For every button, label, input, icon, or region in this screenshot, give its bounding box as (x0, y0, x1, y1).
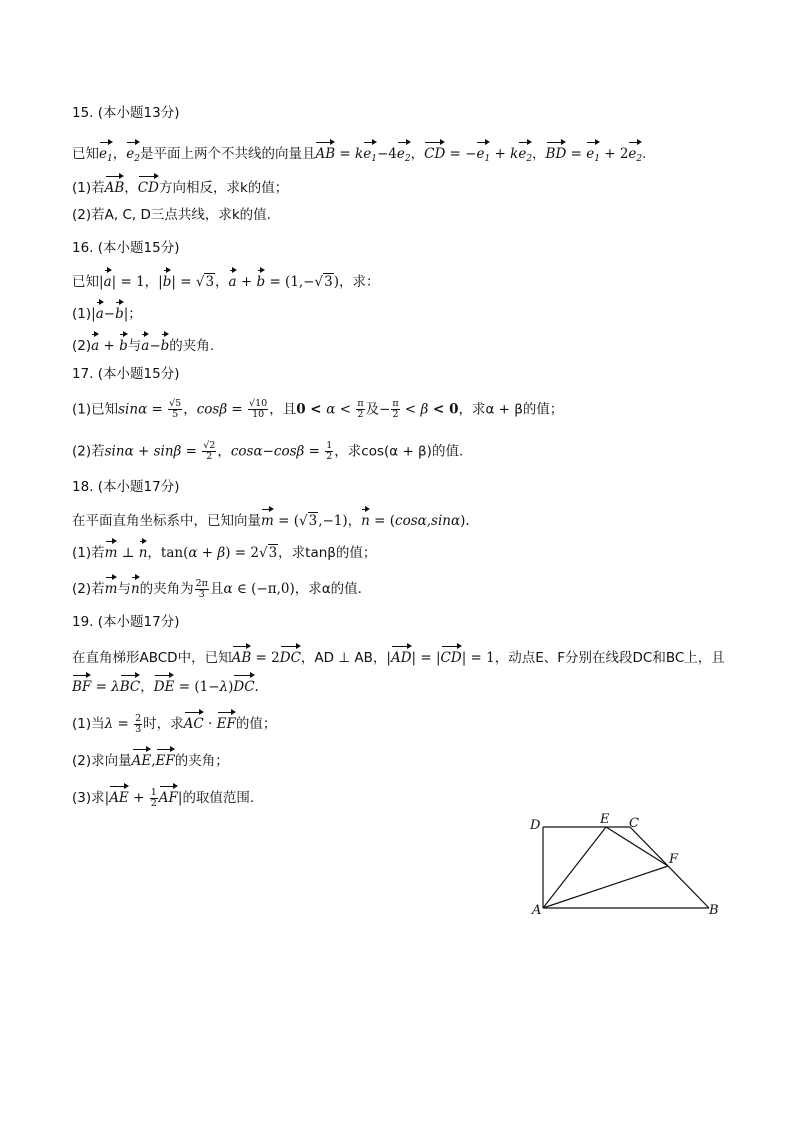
q19-part3: (3)求|AE + $\frac{1}{2}$ AF|的取值范围. (72, 784, 254, 809)
q18-header-text: 18. (本小题17分) (72, 479, 180, 495)
trapezoid-figure (520, 810, 730, 920)
q19-stem-suffix: ，动点E、F分别在线段DC和BC上，且 (494, 650, 725, 666)
q19-part1-suffix: 的值； (235, 716, 277, 732)
q17-part2: (2)若sinα + sinβ = $\frac{√2}{2}$ ，cosα−cosβ = $\frac{1}{2}$ ，求cos(α + β)的值. (72, 440, 464, 462)
q19-part3-suffix: 的取值范围. (182, 790, 255, 806)
q16-part2-mid: 与 (127, 338, 142, 354)
q19-part3-prefix: (3)求 (72, 790, 105, 806)
q15-stem-text-b: 是平面上两个不共线的向量且 (139, 146, 316, 162)
label-b: B (709, 903, 719, 918)
q18-part2-prefix: (2)若 (72, 581, 105, 597)
q16-part2: (2)a + b与a−b的夹角. (72, 332, 214, 356)
label-c: C (629, 816, 639, 831)
q18-part2-mid: 与 (117, 581, 131, 597)
q17-part1-suffix: ，求α + β的值； (458, 401, 564, 418)
q19-part1-prefix: (1)当 (72, 716, 105, 732)
q15-part1-prefix: (1)若 (72, 180, 105, 196)
q16-stem: 已知|a| = 1，|b| = √3，a + b = (1,−√3)，求： (72, 268, 380, 292)
q18-part1-prefix: (1)若 (72, 545, 105, 561)
q17-part1: (1)已知sinα = $\frac{√5}{5}$ ，cosβ = $\frac{√10}{10}$ ，且0 < α < $\frac{\pi}{2}$ 及− $\frac{\pi}{2}$ < β < 0，求α + β的值； (72, 398, 564, 420)
q15-part2-text: (2)若A, C, D三点共线，求k的值. (72, 207, 271, 223)
q18-stem: 在平面直角坐标系中，已知向量m = (√3,−1)，n = (cosα,sinα). (72, 507, 470, 531)
q16-header-text: 16. (本小题15分) (72, 240, 180, 256)
segment-ef (606, 827, 668, 866)
q19-stem-line1: 在直角梯形ABCD中，已知AB = 2DC，AD ⊥ AB，|AD| = |CD| = 1，动点E、F分别在线段DC和BC上，且 (72, 644, 725, 668)
segment-cb (630, 827, 709, 908)
q18-part1: (1)若m ⊥ n，tan(α + β) = 2√3，求tanβ的值； (72, 539, 376, 563)
q15-part1-suffix: 方向相反，求k的值； (158, 180, 289, 196)
q17-part2-prefix: (2)若 (72, 443, 105, 460)
q15-stem: 已知$e_1$，$e_2$是平面上两个不共线的向量且AB = $ke_1-4e_2$，CD = $-e_1 + ke_2$，BD = $e_1 + 2e_2$. (72, 140, 646, 169)
q19-header (72, 612, 179, 632)
q15-header (72, 103, 179, 123)
q17-header-text: 17. (本小题15分) (72, 366, 180, 382)
q16-part1: (1)|a−b|； (72, 300, 142, 324)
q18-part2-and: 且 (209, 581, 224, 597)
q18-part2-mid2: 的夹角为 (139, 581, 194, 597)
q19-stem-line2: BF = λBC，DE = (1−λ)DC. (72, 673, 259, 697)
q17-part1-ji: 及 (365, 401, 380, 418)
q19-stem-mid: ，AD ⊥ AB， (300, 650, 387, 666)
q18-part2: (2)若m与n的夹角为 $\frac{2\pi}{3}$ 且α ∈ (−π,0)，求α的值. (72, 575, 362, 600)
q17-part2-suffix: ，求cos(α + β)的值. (334, 443, 464, 460)
q19-part1: (1)当λ = $\frac{2}{3}$ 时，求AC · EF的值； (72, 710, 276, 735)
q19-part2-text: (2)求向量 (72, 753, 132, 769)
q15-header-text: 15. (本小题13分) (72, 105, 180, 121)
q18-header (72, 477, 179, 497)
segment-ae (543, 827, 606, 908)
q17-header (72, 364, 179, 384)
q16-part2-suffix: 的夹角. (169, 338, 215, 354)
q18-part2-suffix: ，求α的值. (294, 581, 362, 597)
label-e: E (600, 812, 610, 827)
label-d: D (530, 818, 541, 833)
q19-part1-mid: 时，求 (143, 716, 184, 732)
label-f: F (669, 852, 679, 867)
q19-stem-prefix: 在直角梯形ABCD中，已知 (72, 650, 232, 666)
q16-header (72, 238, 179, 258)
q19-part2-suffix: 的夹角； (174, 753, 229, 769)
q15-part2 (72, 205, 271, 225)
q16-stem-suffix: ，求： (339, 274, 380, 290)
q18-part1-suffix: ，求tanβ的值； (278, 545, 377, 561)
q19-part2: (2)求向量AE,EF的夹角； (72, 747, 229, 771)
q18-stem-prefix: 在平面直角坐标系中，已知向量 (72, 513, 261, 529)
segment-af (543, 866, 668, 908)
q15-part1: (1)若AB，CD方向相反，求k的值； (72, 174, 288, 198)
q17-part1-prefix: (1)已知 (72, 401, 119, 418)
q16-stem-prefix: 已知 (72, 274, 99, 290)
q16-part2-prefix: (2) (72, 338, 92, 354)
q17-part1-and: 且 (282, 401, 297, 418)
q15-stem-text-a: 已知 (72, 146, 99, 162)
label-a: A (532, 903, 542, 918)
q16-part1-prefix: (1) (72, 306, 92, 322)
q19-header-text: 19. (本小题17分) (72, 614, 180, 630)
